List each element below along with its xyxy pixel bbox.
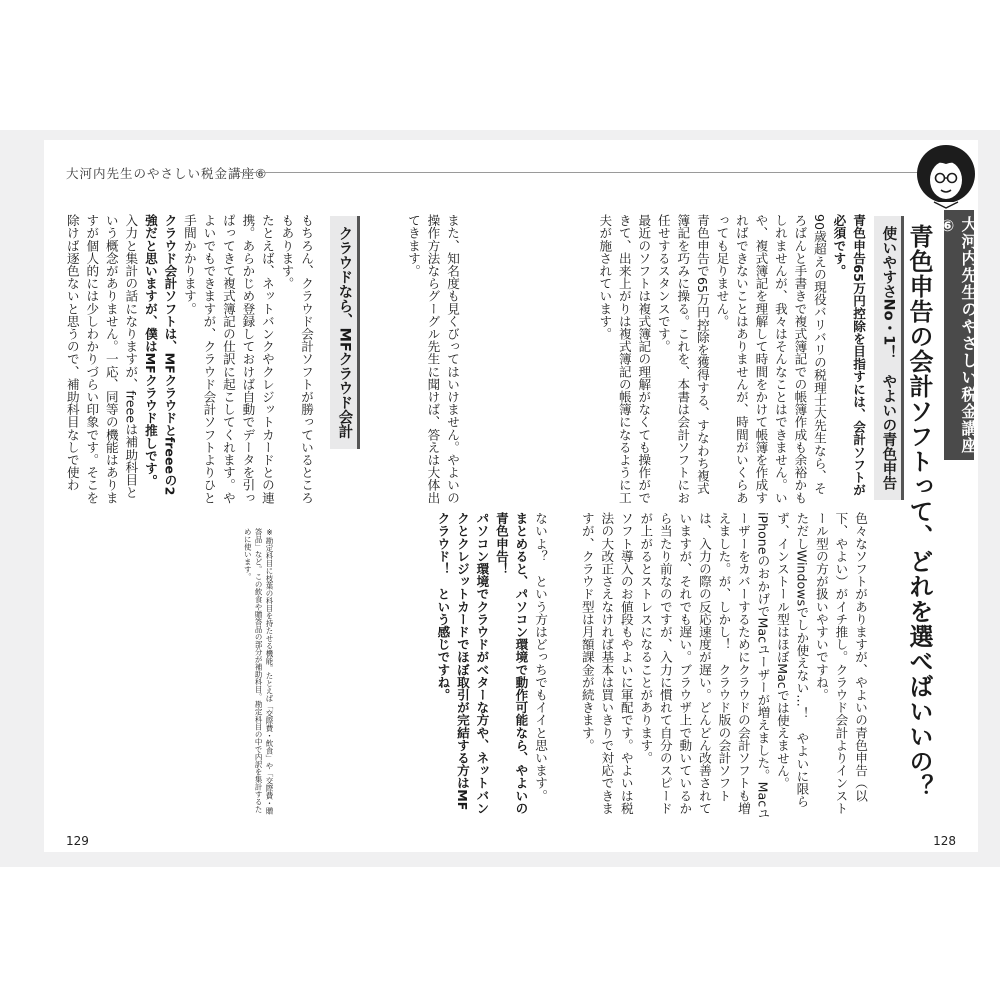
paragraph: ただしWindowsでしか使えない…！ やよいに限らず、インストール型はほぼMacでは使えません。 [774,512,810,808]
paragraph: 最近のソフトは複式簿記の理解がなくても操作ができて、出来上がりは複式簿記の帳簿になるように工夫が施されています。 [597,214,652,504]
book-spread [44,140,978,852]
footnote: ※勘定科目に枝葉の科目を持たせる機能。たとえば「交際費・飲食」や「交際費・贈答品」など。この飲食や贈答品の部分が補助科目。勘定科目の中で内訳を集計するために使います。 [243,528,274,815]
paragraph: たとえば、ネットバンクやクレジットカードとの連携。あらかじめ登録しておけば自動でデータを引っぱってきて複式簿記の仕訳に起こしてくれます。やよいでもできますが、クラウド会計ソフトよりひと手間かかります。 [181,214,275,504]
paragraph: クラウド会計ソフトは、MFクラウドとfreeeの2強だと思いますが、僕はMFクラウド推しです。 [142,214,178,496]
page-number-left: 129 [66,834,89,848]
section1-text [597,214,868,504]
paragraph: 90歳超えの現役バリバリの税理士大先生なら、そろばんと手書きで複式簿記での帳簿作成も余裕かもしれませんが、我々はそんなことはできません。いや、複式簿記を理解して時間をかけて帳簿を作成すればできないことはありませんが、時間がいくらあっても足りません。 [714,214,827,504]
section2-text [64,214,316,504]
paragraph: 色々なソフトがありますが、やよいの青色申告（以下、やよい）がイチ推し。クラウド会計よりインストール型の方が扱いやすいですね。 [813,512,868,815]
paragraph: 青色申告65万円控除を目指すには、会計ソフトが必須です。 [831,214,866,497]
page-number-right: 128 [933,834,956,848]
page-title: 青色申告の会計ソフトって、どれを選べばいいの？ [905,224,933,799]
paragraph: iPhoneのおかげでMacユーザーが増えました。Macユーザーをカバーするためにクラウドの会計ソフトも増えました。が、しかし！ クラウド版の会計ソフトは、入力の際の反応速度が遅い。どんどん改善されていますが、それでも遅い。ブラウザ上で動いているから当たり前なのですが、入力に慣れて自分のスピードが上がるとストレスになることがあります。 [638,512,771,820]
paragraph: ないよ？ という方はどっちでもイイと思います。 [533,512,548,802]
series-tab: 大河内先生のやさしい税金講座⑥ [944,210,974,460]
author-portrait-icon [916,142,976,210]
paragraph: また、知名度も見くびってはいけません。やよいの操作方法ならグーグル先生に聞けば、答えは大体出てきます。 [405,214,460,504]
paragraph: もちろん、クラウド会計ソフトが勝っているところもあります。 [279,214,314,504]
conclusion-text [290,512,550,822]
section-heading-yayoi: 使いやすさNo・1！ やよいの青色申告 [874,216,904,500]
section-heading-mf-cloud: クラウドなら、MFクラウド会計 [330,216,360,449]
paragraph: まとめると、パソコン環境で動作可能なら、やよいの青色申告！ [493,512,529,815]
intro-text [574,512,870,822]
paragraph: 青色申告で65万円控除を獲得する、すなわち複式簿記を巧みに操る。これを、本書は会計ソフトにお任せするスタンスです。 [655,214,710,504]
header-rule [240,172,920,173]
paragraph: パソコン環境でクラウドがベターな方や、ネットバンクとクレジットカードでほぼ取引が完結する方はMFクラウド！ という感じですね。 [435,512,490,815]
left-top-text [366,214,462,504]
paragraph: 入力と集計の話になりますが、freeeは補助科目という概念がありません。一応、同等の機能はありますが個人的には少しわかりづらい印象です。そこを除けば逐色ないと思うので、補助科目なしで使わ [64,214,139,504]
paragraph: ソフト導入のお値段もやよいに軍配です。やよいは税法の大改正さえなければ基本は買いきりで対応できますが、クラウド型は月額課金が続きます。 [579,512,634,815]
running-title: 大河内先生のやさしい税金講座⑥ [66,166,268,181]
